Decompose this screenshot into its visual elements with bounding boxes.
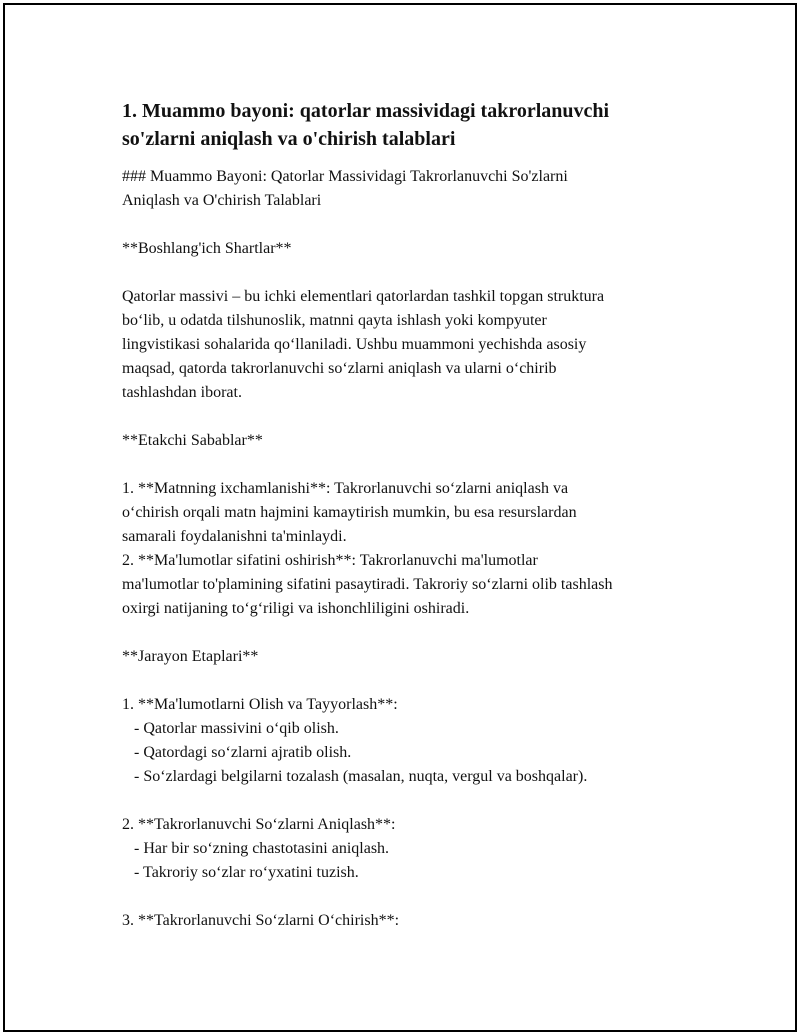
paragraph-line: bo‘lib, u odatda tilshunoslik, matnni qayta ishlash yoki kompyuter bbox=[122, 312, 547, 329]
title-line: so'zlarni aniqlash va o'chirish talablari bbox=[122, 128, 456, 150]
list-item: 3. **Takrorlanuvchi So‘zlarni O‘chirish**: bbox=[122, 912, 400, 929]
title-line: 1. Muammo bayoni: qatorlar massividagi takrorlanuvchi bbox=[122, 100, 610, 122]
heading-line: ### Muammo Bayoni: Qatorlar Massividagi Takrorlanuvchi So'zlarni bbox=[122, 168, 568, 185]
paragraph-line: 2. **Ma'lumotlar sifatini oshirish**: Takrorlanuvchi ma'lumotlar bbox=[122, 552, 538, 569]
list-item: - Qatorlar massivini o‘qib olish. bbox=[122, 720, 339, 737]
document-content bbox=[122, 97, 712, 933]
list-item: - Takroriy so‘zlar ro‘yxatini tuzish. bbox=[122, 864, 359, 881]
spacer bbox=[122, 213, 712, 237]
list-item: 1. **Ma'lumotlarni Olish va Tayyorlash**: bbox=[122, 696, 398, 713]
list-step-2 bbox=[122, 813, 712, 885]
list-item: - So‘zlardagi belgilarni tozalash (masalan, nuqta, vergul va boshqalar). bbox=[122, 768, 588, 785]
spacer bbox=[122, 789, 712, 813]
list-step-1 bbox=[122, 693, 712, 789]
paragraph-line: maqsad, qatorda takrorlanuvchi so‘zlarni aniqlash va ularni o‘chirib bbox=[122, 360, 557, 377]
paragraph-line: oxirgi natijaning to‘g‘riligi va ishonchliligini oshiradi. bbox=[122, 600, 470, 617]
section-title-leading-reasons: **Etakchi Sabablar** bbox=[122, 432, 263, 449]
spacer bbox=[122, 405, 712, 429]
paragraph-line: Qatorlar massivi – bu ichki elementlari qatorlardan tashkil topgan struktura bbox=[122, 288, 605, 305]
section-title-process-stages: **Jarayon Etaplari** bbox=[122, 648, 259, 665]
list-item: - Qatordagi so‘zlarni ajratib olish. bbox=[122, 744, 352, 761]
spacer bbox=[122, 261, 712, 285]
list-step-3 bbox=[122, 909, 712, 933]
paragraph-line: tashlashdan iborat. bbox=[122, 384, 242, 401]
paragraph-line: samarali foydalanishni ta'minlaydi. bbox=[122, 528, 347, 545]
spacer bbox=[122, 621, 712, 645]
spacer bbox=[122, 453, 712, 477]
paragraph-line: o‘chirish orqali matn hajmini kamaytirish mumkin, bu esa resurslardan bbox=[122, 504, 577, 521]
spacer bbox=[122, 669, 712, 693]
list-item: 2. **Takrorlanuvchi So‘zlarni Aniqlash**: bbox=[122, 816, 396, 833]
section-title-initial-conditions: **Boshlang'ich Shartlar** bbox=[122, 240, 292, 257]
document-title bbox=[122, 97, 712, 153]
paragraph-leading-reasons bbox=[122, 477, 712, 621]
list-item: - Har bir so‘zning chastotasini aniqlash. bbox=[122, 840, 390, 857]
paragraph-line: 1. **Matnning ixchamlanishi**: Takrorlanuvchi so‘zlarni aniqlash va bbox=[122, 480, 569, 497]
heading-line: Aniqlash va O'chirish Talablari bbox=[122, 192, 322, 209]
paragraph-line: lingvistikasi sohalarida qo‘llaniladi. Ushbu muammoni yechishda asosiy bbox=[122, 336, 587, 353]
document-page bbox=[3, 3, 797, 1032]
paragraph-line: ma'lumotlar to'plamining sifatini pasaytiradi. Takroriy so‘zlarni olib tashlash bbox=[122, 576, 613, 593]
spacer bbox=[122, 885, 712, 909]
paragraph-initial-conditions bbox=[122, 285, 712, 405]
markdown-heading bbox=[122, 165, 712, 213]
